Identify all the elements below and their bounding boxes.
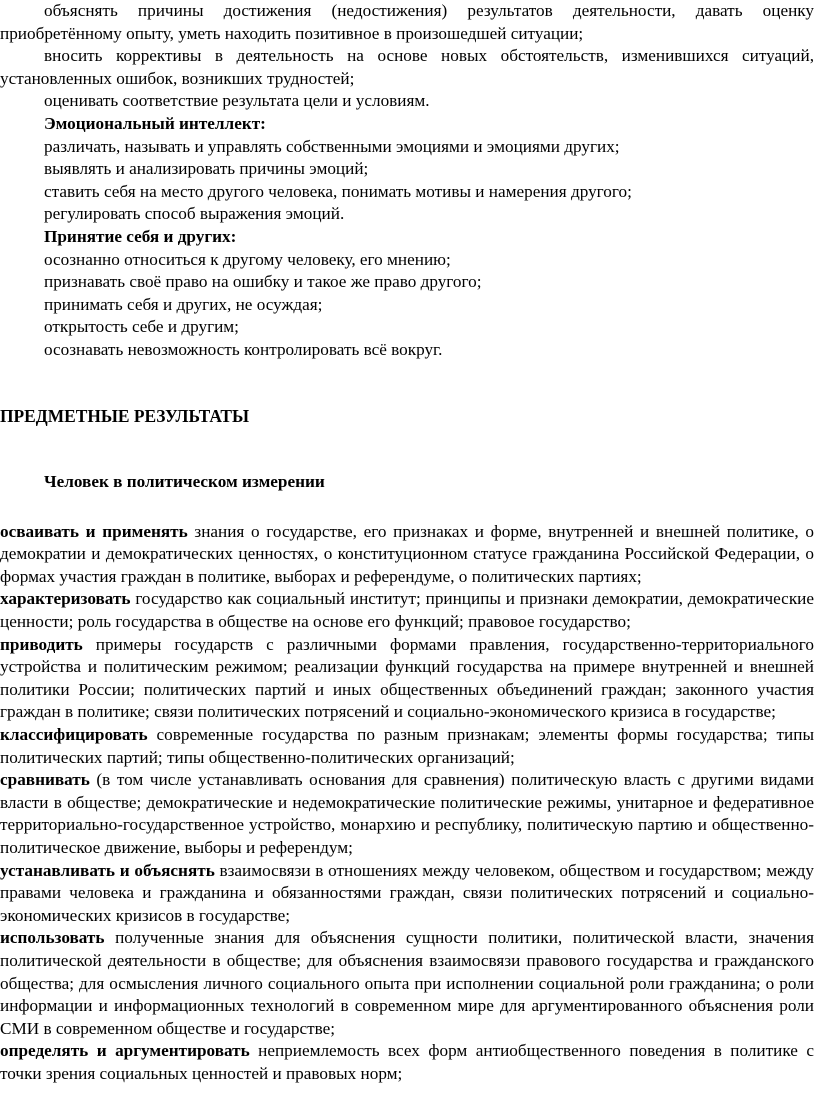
result-text: (в том числе устанавливать основания для сравнения) политическую власть с другими видами власти в обществе; демократические и недемократические политические режимы, унитарное и федеративное территориально-государственное устройство, монархию и республику, политическую партию и общественно-политическое движение, выборы и референдум; [0,770,814,857]
result-text: взаимосвязи в отношениях между человеком, обществом и государством; между правами человека и гражданина и обязанностями граждан, связи политических потрясений и социально-экономических кризисов в государстве; [0,860,815,925]
result-keyword: приводить [0,634,83,654]
result-keyword: классифицировать [0,725,148,745]
result-text: знания о государстве, его признаках и форме, внутренней и внешней политике, о демократии и демократических ценностях, о конституционном статусе гражданина Российской Федерации, о формах участия граждан в политике, выборах и референдуме, о политических партиях; [0,521,814,586]
intro-line: оценивать соответствие результата цели и условиям. [44,91,430,111]
emotional-heading: Эмоциональный интеллект: [44,113,266,133]
list-item: признавать своё право на ошибку и такое же право другого; [44,272,482,292]
results-list [0,521,814,1086]
result-item [0,769,814,859]
result-item [0,1040,814,1085]
result-item [0,588,814,633]
acceptance-block [0,226,814,362]
section-title: ПРЕДМЕТНЫЕ РЕЗУЛЬТАТЫ [0,405,250,426]
result-keyword: устанавливать и объяснять [0,860,215,880]
result-keyword: использовать [0,928,105,948]
list-item: ставить себя на место другого человека, понимать мотивы и намерения другого; [44,181,632,201]
emotional-intelligence-block [0,113,814,226]
list-item: осознанно относиться к другому человеку, его мнению; [44,249,451,269]
result-text: современные государства по разным признакам; элементы формы государства; типы политических партий; типы общественно-политических организаций; [0,725,814,767]
result-text: полученные знания для объяснения сущности политики, политической власти, значения политической деятельности в обществе; для объяснения взаимосвязи правового государства и гражданского общества; для осмысления личного социального опыта при исполнении социальной роли гражданина; о роли информации и информационных технологий в современном мире для аргументированного объяснения роли СМИ в современном обществе и государстве; [0,928,814,1038]
result-keyword: осваивать и применять [0,521,188,541]
result-item [0,521,814,589]
list-item: осознавать невозможность контролировать всё вокруг. [44,339,443,359]
list-item: регулировать способ выражения эмоций. [44,204,345,224]
list-item: открытость себе и другим; [44,317,239,337]
list-item: выявлять и анализировать причины эмоций; [44,159,369,179]
result-text: государство как социальный институт; принципы и признаки демократии, демократические ценности; роль государства в обществе на основе его функций; правовое государство; [0,589,814,632]
subsection-title: Человек в политическом измерении [44,472,325,492]
result-item [0,927,814,1040]
result-text: неприемлемость всех форм антиобщественного поведения в политике с точки зрения социальных ценностей и правовых норм; [0,1041,814,1083]
result-item [0,724,814,769]
result-keyword: сравнивать [0,770,90,790]
list-item: принимать себя и других, не осуждая; [44,294,323,314]
acceptance-heading: Принятие себя и других: [44,226,237,246]
intro-block [0,0,814,113]
result-item [0,634,814,724]
intro-line: объяснять причины достижения (недостижения) результатов деятельности, давать оценку приобретённому опыту, уметь находить позитивное в произошедшей ситуации; [0,1,814,43]
intro-line: вносить коррективы в деятельность на основе новых обстоятельств, изменившихся ситуаций, установленных ошибок, возникших трудностей; [0,46,814,88]
result-keyword: характеризовать [0,589,131,609]
list-item: различать, называть и управлять собственными эмоциями и эмоциями других; [44,136,620,156]
result-keyword: определять и аргументировать [0,1041,250,1061]
result-item [0,860,814,928]
result-text: примеры государств с различными формами правления, государственно-территориального устройства и политическим режимом; реализации функций государства на примере внутренней и внешней политики России; политических партий и иных общественных объединений граждан; законного участия граждан в политике; связи политических потрясений и социально-экономического кризиса в государстве; [0,634,814,722]
